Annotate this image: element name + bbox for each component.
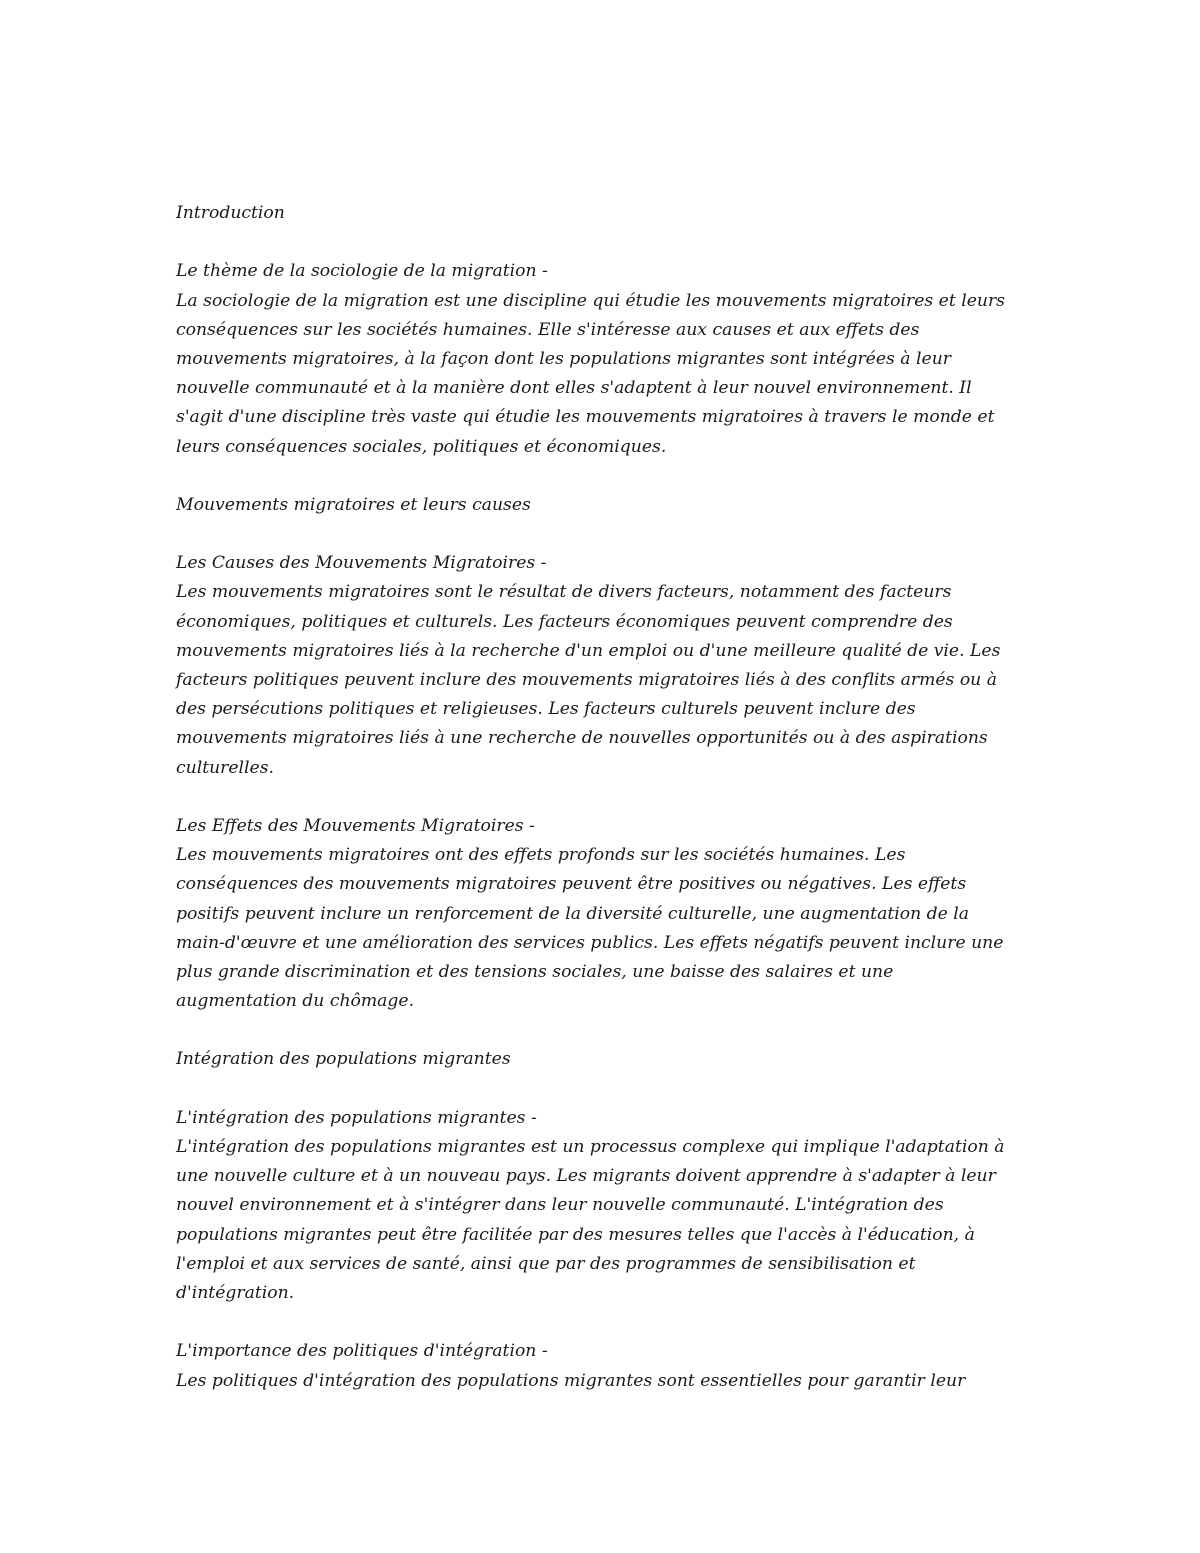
- section-integration: [176, 1104, 1036, 1308]
- section-politiques: [176, 1337, 1036, 1395]
- part-heading: Intégration des populations migrantes: [176, 1049, 511, 1070]
- section-theme: [176, 257, 1036, 461]
- paragraph-gap: [176, 520, 1036, 549]
- paragraph-line: une nouvelle culture et à un nouveau pays. Les migrants doivent apprendre à s'adapter à leur: [176, 1166, 996, 1187]
- section-title: Le thème de la sociologie de la migration -: [176, 261, 548, 282]
- intro-heading: Introduction: [176, 203, 285, 223]
- paragraph-line: populations migrantes peut être facilitée par des mesures telles que l'accès à l'éducation, à: [176, 1224, 975, 1245]
- paragraph-line: augmentation du chômage.: [176, 991, 415, 1012]
- paragraph-line: mouvements migratoires liés à la recherche d'un emploi ou d'une meilleure qualité de vie. Les: [176, 640, 1001, 661]
- paragraph-line: facteurs politiques peuvent inclure des mouvements migratoires liés à des conflits armés ou à: [176, 670, 997, 690]
- paragraph-line: mouvements migratoires liés à une recherche de nouvelles opportunités ou à des aspirations: [176, 728, 988, 749]
- paragraph-gap: [176, 1016, 1036, 1045]
- paragraph-gap: [176, 783, 1036, 812]
- paragraph-line: plus grande discrimination et des tensions sociales, une baisse des salaires et une: [176, 961, 894, 982]
- section-effets: [176, 812, 1036, 1016]
- paragraph-line: des persécutions politiques et religieuses. Les facteurs culturels peuvent inclure des: [176, 699, 916, 720]
- paragraph-line: s'agit d'une discipline très vaste qui étudie les mouvements migratoires à travers le monde et: [176, 407, 995, 428]
- paragraph-line: culturelles.: [176, 757, 275, 778]
- paragraph-line: nouvel environnement et à s'intégrer dans leur nouvelle communauté. L'intégration des: [176, 1195, 944, 1216]
- paragraph-line: Les politiques d'intégration des populations migrantes sont essentielles pour garantir leur: [176, 1370, 966, 1391]
- paragraph-gap: [176, 1308, 1036, 1337]
- paragraph-line: leurs conséquences sociales, politiques et économiques.: [176, 436, 667, 457]
- paragraph-gap: [176, 228, 1036, 257]
- paragraph-line: L'intégration des populations migrantes est un processus complexe qui implique l'adaptation à: [176, 1137, 1005, 1157]
- paragraph-line: l'emploi et aux services de santé, ainsi que par des programmes de sensibilisation et: [176, 1253, 916, 1274]
- paragraph-line: d'intégration.: [176, 1282, 295, 1303]
- paragraph-line: La sociologie de la migration est une discipline qui étudie les mouvements migratoires et leurs: [176, 290, 1006, 311]
- paragraph-line: positifs peuvent inclure un renforcement de la diversité culturelle, une augmentation de la: [176, 903, 969, 924]
- paragraph-line: Les mouvements migratoires sont le résultat de divers facteurs, notamment des facteurs: [176, 582, 952, 603]
- paragraph-line: Les mouvements migratoires ont des effets profonds sur les sociétés humaines. Les: [176, 845, 906, 866]
- document-body: [176, 199, 1036, 1396]
- paragraph-line: nouvelle communauté et à la manière dont elles s'adaptent à leur nouvel environnement. Il: [176, 378, 972, 399]
- part-heading: Mouvements migratoires et leurs causes: [176, 494, 531, 515]
- section-title: Les Causes des Mouvements Migratoires -: [176, 553, 547, 574]
- paragraph-line: conséquences des mouvements migratoires peuvent être positives ou négatives. Les effets: [176, 874, 967, 895]
- section-title: Les Effets des Mouvements Migratoires -: [176, 815, 535, 836]
- section-title: L'importance des politiques d'intégration -: [176, 1341, 548, 1362]
- paragraph-line: mouvements migratoires, à la façon dont les populations migrantes sont intégrées à leur: [176, 348, 951, 369]
- paragraph-line: main-d'œuvre et une amélioration des services publics. Les effets négatifs peuvent inclure une: [176, 932, 1004, 953]
- section-causes: [176, 549, 1036, 783]
- paragraph-line: conséquences sur les sociétés humaines. Elle s'intéresse aux causes et aux effets des: [176, 319, 920, 340]
- paragraph-gap: [176, 462, 1036, 491]
- section-title: L'intégration des populations migrantes -: [176, 1107, 537, 1128]
- paragraph-gap: [176, 1075, 1036, 1104]
- paragraph-line: économiques, politiques et culturels. Les facteurs économiques peuvent comprendre des: [176, 611, 953, 632]
